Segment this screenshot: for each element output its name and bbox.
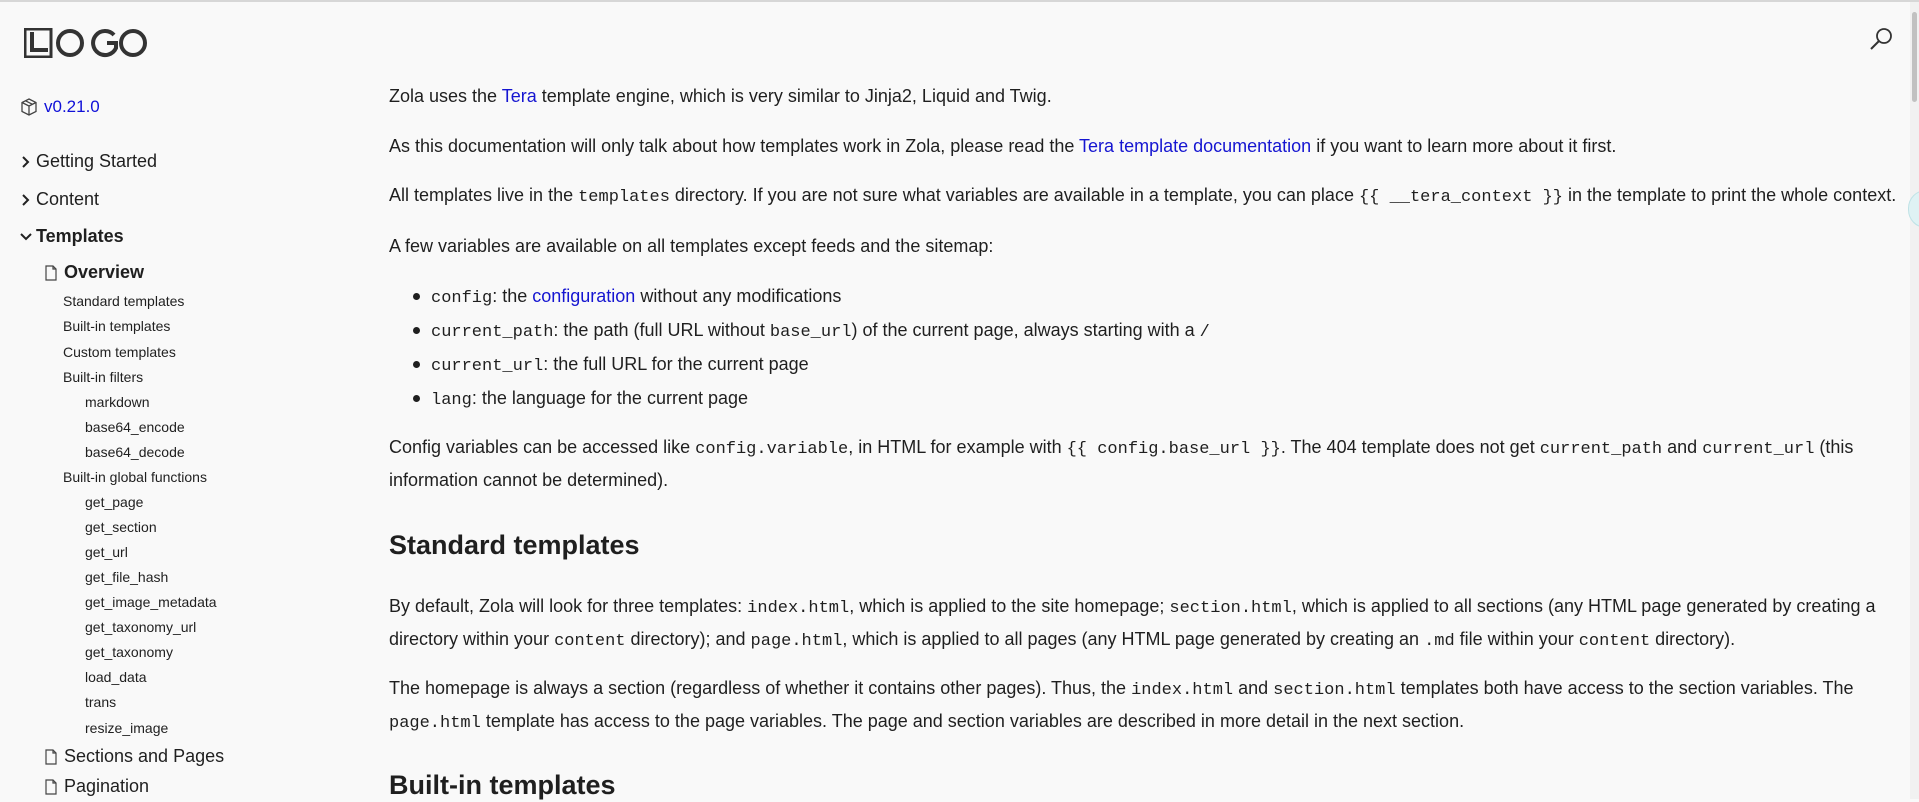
sidebar-page-label: Sections and Pages [64,746,225,766]
search-icon[interactable] [1868,26,1894,52]
chevron-right-icon [20,194,32,206]
sidebar-page-label: Overview [64,262,145,282]
sidebar-page-sections-and-pages[interactable] [44,746,224,767]
sidebar-page-overview[interactable] [44,262,144,283]
tera-docs-link[interactable]: Tera template documentation [1079,136,1312,156]
sidebar-sub-standard-templates[interactable]: Standard templates [63,293,185,309]
top-border [0,0,1919,2]
sidebar-item-label: Content [36,189,100,209]
document-icon [44,749,58,765]
homepage-paragraph-line2: page.html template has access to the page variables. The page and section variables are described in more detail in the next section. [389,711,1465,733]
list-item: config: the configuration without any modifications [409,280,1210,314]
sidebar-fn-get-url[interactable]: get_url [85,544,128,560]
heading-built-in-templates: Built-in templates [389,770,616,800]
sidebar-page-label: Pagination [64,776,150,796]
sidebar-fn-get-file-hash[interactable]: get_file_hash [85,569,169,585]
chevron-right-icon [20,156,32,168]
default-templates-paragraph: By default, Zola will look for three templates: index.html, which is applied to the site homepage; section.html, which is applied to all sections (any HTML page generated by creating a [389,596,1876,618]
package-icon [20,98,38,116]
sidebar-sub-global-functions[interactable]: Built-in global functions [63,469,207,485]
heading-standard-templates: Standard templates [389,530,640,560]
configuration-link[interactable]: configuration [532,286,636,306]
logo[interactable] [24,28,148,58]
list-item: lang: the language for the current page [409,382,1210,416]
sidebar-sub-built-in-filters[interactable]: Built-in filters [63,369,144,385]
sidebar-item-getting-started[interactable] [20,151,157,172]
variables-list [409,280,1210,416]
sidebar-fn-get-page[interactable]: get_page [85,494,144,510]
sidebar-page-pagination[interactable] [44,776,149,797]
sidebar-fn-load-data[interactable]: load_data [85,669,147,685]
sidebar-sub-custom-templates[interactable]: Custom templates [63,344,176,360]
sidebar-fn-get-section[interactable]: get_section [85,519,157,535]
chevron-down-icon [20,231,32,243]
document-icon [44,779,58,795]
sidebar-fn-trans[interactable]: trans [85,694,117,710]
sidebar-filter-markdown[interactable]: markdown [85,394,150,410]
version-label[interactable]: v0.21.0 [44,97,100,116]
document-icon [44,265,58,281]
sidebar-item-label: Templates [36,226,124,246]
tera-link[interactable]: Tera [501,86,537,106]
intro-paragraph: Zola uses the Tera template engine, which is very similar to Jinja2, Liquid and Twig. [389,86,1052,106]
vertical-scrollbar[interactable] [1910,2,1919,799]
default-templates-paragraph-line2: directory within your content directory); and page.html, which is applied to all pages (any HTML page generated by creating an .md file within your content directory). [389,629,1736,651]
sidebar-filter-base64-encode[interactable]: base64_encode [85,419,185,435]
sidebar-sub-built-in-templates[interactable]: Built-in templates [63,318,171,334]
config-paragraph: Config variables can be accessed like config.variable, in HTML for example with {{ config.base_url }}. The 404 template does not get current_path and current_url (this [389,437,1854,459]
config-paragraph-line2: information cannot be determined). [389,470,669,490]
docs-paragraph: As this documentation will only talk about how templates work in Zola, please read the Tera template documentation if you want to learn more about it first. [389,136,1617,156]
list-item: current_path: the path (full URL without base_url) of the current page, always starting with a / [409,314,1210,348]
sidebar-filter-base64-decode[interactable]: base64_decode [85,444,185,460]
sidebar-fn-resize-image[interactable]: resize_image [85,720,169,736]
sidebar-fn-get-image-metadata[interactable]: get_image_metadata [85,594,217,610]
templates-dir-paragraph: All templates live in the templates directory. If you are not sure what variables are available in a template, you can place {{ __tera_context }} in the template to print the whole context. [389,185,1897,207]
list-item: current_url: the full URL for the current page [409,348,1210,382]
homepage-paragraph: The homepage is always a section (regardless of whether it contains other pages). Thus, the index.html and section.html templates both have access to the section variables. The [389,678,1854,700]
sidebar-item-templates[interactable] [20,226,124,247]
sidebar-fn-get-taxonomy-url[interactable]: get_taxonomy_url [85,619,197,635]
version-link[interactable] [20,97,100,117]
variables-intro: A few variables are available on all templates except feeds and the sitemap: [389,236,994,256]
sidebar-fn-get-taxonomy[interactable]: get_taxonomy [85,644,173,660]
sidebar-item-label: Getting Started [36,151,158,171]
sidebar-item-content[interactable] [20,189,99,210]
scrollbar-thumb[interactable] [1912,12,1917,102]
